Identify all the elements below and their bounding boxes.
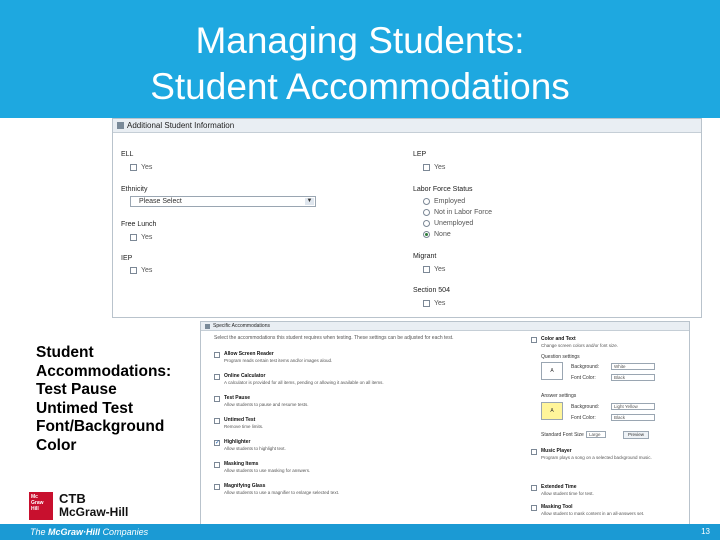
iep-option: Yes xyxy=(141,267,153,274)
accommodation-checkbox[interactable] xyxy=(531,485,537,491)
logo-line-2: McGraw-Hill xyxy=(59,505,129,519)
labor-option-unemployed: Unemployed xyxy=(434,220,474,227)
caption-line: Untimed Test xyxy=(36,399,134,417)
font-size-value: Large xyxy=(589,432,601,437)
lep-label: LEP xyxy=(413,151,427,158)
slide-title xyxy=(0,18,720,110)
accommodation-desc: Change screen colors and/or font size. xyxy=(541,343,619,348)
caption-line: Accommodations: xyxy=(36,362,172,380)
page-number: 13 xyxy=(701,527,710,536)
accommodation-checkbox[interactable] xyxy=(214,418,220,424)
answer-background-select[interactable] xyxy=(611,403,655,410)
footer-brand-prefix: The xyxy=(30,527,46,537)
caption-line: Student xyxy=(36,344,94,361)
accommodation-item xyxy=(214,373,419,395)
free-lunch-label: Free Lunch xyxy=(121,221,157,228)
question-background-select[interactable] xyxy=(611,363,655,370)
answer-preview-swatch: A xyxy=(541,402,563,420)
accommodation-checkbox[interactable] xyxy=(531,505,537,511)
accommodation-title: Online Calculator xyxy=(224,373,266,379)
accommodation-desc: Allow student time for test. xyxy=(541,491,594,496)
accommodation-checkbox[interactable] xyxy=(531,337,537,343)
question-font-select[interactable] xyxy=(611,374,655,381)
section504-label: Section 504 xyxy=(413,287,450,294)
collapse-icon[interactable] xyxy=(117,122,124,129)
accommodation-desc: Remove time limits. xyxy=(224,424,264,429)
font-size-select[interactable] xyxy=(586,431,606,438)
labor-force-label: Labor Force Status xyxy=(413,186,473,193)
panel-header-title: Specific Accommodations xyxy=(213,323,270,329)
accommodation-checkbox[interactable] xyxy=(214,396,220,402)
accommodation-list xyxy=(214,351,419,505)
labor-radio-employed[interactable] xyxy=(423,198,430,205)
section504-option: Yes xyxy=(434,300,446,307)
panel-header xyxy=(113,119,701,133)
question-preview-swatch: A xyxy=(541,362,563,380)
accommodation-item xyxy=(214,439,419,461)
migrant-label: Migrant xyxy=(413,253,437,260)
ctb-logo xyxy=(29,492,139,520)
accommodation-checkbox[interactable] xyxy=(214,440,220,446)
accommodation-item xyxy=(531,504,681,526)
ell-label: ELL xyxy=(121,151,134,158)
accommodation-item xyxy=(214,461,419,483)
free-lunch-option: Yes xyxy=(141,234,153,241)
accommodation-desc: Allow students to use masking for answers. xyxy=(224,468,311,473)
footer-bar xyxy=(0,524,720,540)
answer-settings-label: Answer settings xyxy=(541,393,577,399)
accommodation-title: Highlighter xyxy=(224,439,251,445)
accommodation-desc: Allow students to use a magnifier to enlarge selected text. xyxy=(224,490,340,495)
panel-header-title: Additional Student Information xyxy=(127,121,235,130)
labor-radio-unemployed[interactable] xyxy=(423,220,430,227)
ell-checkbox[interactable] xyxy=(130,164,137,171)
accommodation-item xyxy=(214,351,419,373)
accommodation-checkbox[interactable] xyxy=(531,449,537,455)
chevron-down-icon[interactable]: ▼ xyxy=(306,198,313,204)
accommodation-title: Color and Text xyxy=(541,336,576,342)
labor-option-not-in-force: Not in Labor Force xyxy=(434,209,492,216)
accommodation-desc: Program plays a song on a selected background music. xyxy=(541,455,652,460)
ell-option: Yes xyxy=(141,164,153,171)
accommodation-item xyxy=(531,484,681,506)
answer-font-select[interactable] xyxy=(611,414,655,421)
mcgraw-hill-mark: Mc Graw Hill xyxy=(29,492,53,520)
accommodation-title: Music Player xyxy=(541,448,572,454)
collapse-icon[interactable] xyxy=(205,324,210,329)
footer-brand-suffix: Companies xyxy=(102,527,149,537)
slide-caption xyxy=(36,344,204,455)
accommodation-item xyxy=(531,448,681,470)
accommodation-checkbox[interactable] xyxy=(214,374,220,380)
free-lunch-checkbox[interactable] xyxy=(130,234,137,241)
labor-radio-not-in-force[interactable] xyxy=(423,209,430,216)
question-background-label: Background: xyxy=(571,364,600,370)
accommodation-title: Masking Items xyxy=(224,461,259,467)
ethnicity-select[interactable] xyxy=(130,196,316,207)
accommodation-desc: Allow students to highlight text. xyxy=(224,446,286,451)
question-settings-label: Question settings xyxy=(541,354,580,360)
caption-line: Test Pause xyxy=(36,381,117,398)
answer-background-value: Light Yellow xyxy=(614,404,638,409)
font-size-label: Standard Font Size xyxy=(541,432,584,438)
footer-brand-main: McGraw·Hill xyxy=(48,527,101,537)
caption-line: Color xyxy=(36,436,77,454)
ethnicity-label: Ethnicity xyxy=(121,186,148,193)
panel-header xyxy=(201,322,689,331)
title-line-1: Managing Students: xyxy=(195,20,525,61)
accommodation-desc: A calculator is provided for all items, pending or allowing it available on all items. xyxy=(224,380,384,385)
accommodation-desc: Program reads certain test items and/or images aloud. xyxy=(224,358,333,363)
lep-option: Yes xyxy=(434,164,446,171)
question-font-value: Black xyxy=(614,375,626,380)
answer-background-label: Background: xyxy=(571,404,600,410)
caption-line: Font/Background xyxy=(36,418,165,435)
iep-label: IEP xyxy=(121,255,133,262)
accommodation-title: Masking Tool xyxy=(541,504,573,510)
lep-checkbox[interactable] xyxy=(423,164,430,171)
labor-radio-none[interactable] xyxy=(423,231,430,238)
section504-checkbox[interactable] xyxy=(423,300,430,307)
iep-checkbox[interactable] xyxy=(130,267,137,274)
accommodation-title: Allow Screen Reader xyxy=(224,351,274,357)
title-line-2: Student Accommodations xyxy=(150,66,570,107)
labor-option-employed: Employed xyxy=(434,198,466,205)
accommodation-title: Untimed Test xyxy=(224,417,256,423)
logo-line-1: CTB xyxy=(59,491,86,506)
answer-font-label: Font Color: xyxy=(571,415,596,421)
footer-brand xyxy=(30,526,148,538)
accommodation-title: Test Pause xyxy=(224,395,251,401)
accommodation-desc: Allow students to pause and resume tests. xyxy=(224,402,309,407)
labor-option-none: None xyxy=(434,231,451,238)
ethnicity-value: Please Select xyxy=(139,198,182,205)
accommodation-checkbox[interactable] xyxy=(214,462,220,468)
accommodation-item xyxy=(214,417,419,439)
preview-button[interactable]: Preview xyxy=(623,431,649,439)
question-background-value: White xyxy=(614,364,626,369)
accommodation-checkbox[interactable] xyxy=(214,484,220,490)
additional-student-info-panel xyxy=(112,118,702,318)
migrant-option: Yes xyxy=(434,266,446,273)
migrant-checkbox[interactable] xyxy=(423,266,430,273)
accommodation-checkbox[interactable] xyxy=(214,352,220,358)
accommodation-title: Magnifying Glass xyxy=(224,483,266,489)
question-font-label: Font Color: xyxy=(571,375,596,381)
accommodation-title: Extended Time xyxy=(541,484,577,490)
specific-accommodations-panel xyxy=(200,321,690,525)
accommodation-item xyxy=(214,483,419,505)
answer-font-value: Black xyxy=(614,415,626,420)
panel-note: Select the accommodations this student requires when testing. These settings can be adjusted for each test. xyxy=(214,335,454,341)
accommodation-item xyxy=(214,395,419,417)
accommodation-desc: Allow student to mask content in an all-answers set. xyxy=(541,511,645,516)
